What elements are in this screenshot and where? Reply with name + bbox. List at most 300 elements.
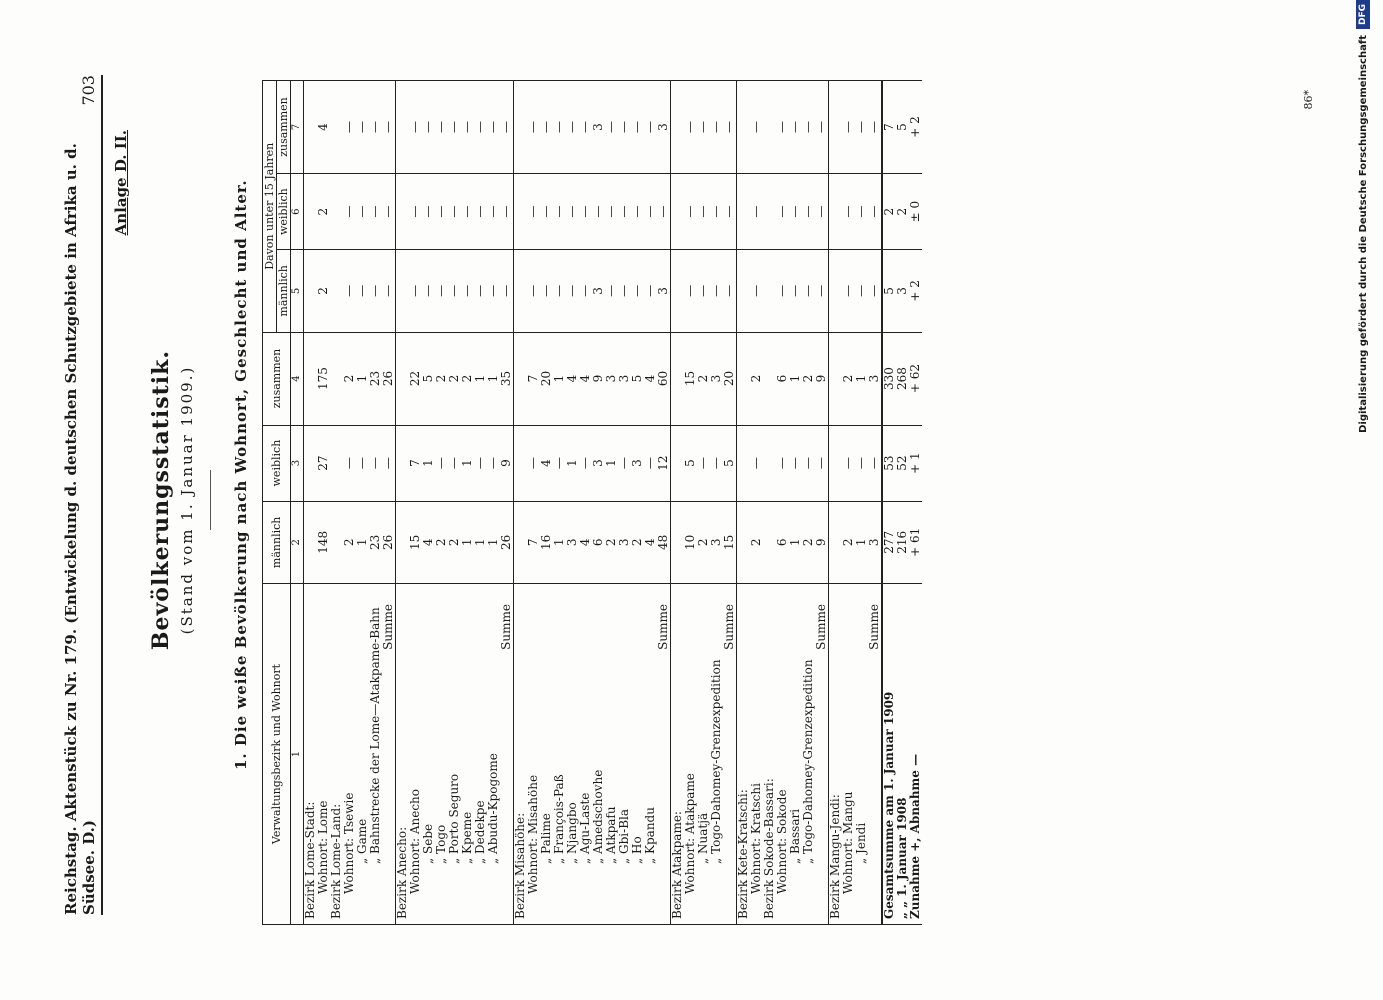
row-district-label: Bezirk Kete-Kratschi: [737, 584, 751, 925]
row-place-label: „ Gbi-Bla [618, 584, 631, 925]
row-value-cell: — [435, 250, 448, 332]
row-value-cell: 2 [343, 332, 356, 425]
row-value-cell: — [618, 174, 631, 250]
section-heading: 1. Die weiße Bevölkerung nach Wohnort, Geschlecht und Alter. [232, 179, 250, 770]
row-district-label: Bezirk Mangu-Jendi: [829, 584, 843, 925]
table-row [657, 81, 671, 925]
row-value-cell: 3 [896, 250, 909, 332]
col-number: 6 [291, 174, 304, 250]
row-sum-label: Summe [382, 584, 396, 925]
row-value-cell [829, 174, 843, 250]
row-value-cell: — [855, 425, 868, 501]
row-value-cell: — [750, 81, 763, 174]
row-value-cell: 2 [448, 332, 461, 425]
row-value-cell: — [540, 174, 553, 250]
row-value-cell: — [579, 81, 592, 174]
row-value-cell: — [500, 174, 514, 250]
table-row [396, 81, 410, 925]
row-value-cell: 1 [487, 501, 500, 583]
row-value-cell: 20 [723, 332, 737, 425]
row-value-cell: 22 [409, 332, 422, 425]
row-place-label: „ Atkpafu [605, 584, 618, 925]
row-value-cell: — [487, 81, 500, 174]
row-value-cell: — [382, 174, 396, 250]
row-value-cell: — [527, 174, 540, 250]
table-row [829, 81, 843, 925]
row-value-cell: 2 [461, 332, 474, 425]
row-value-cell: — [815, 425, 829, 501]
row-value-cell: 3 [618, 501, 631, 583]
row-value-cell [671, 332, 685, 425]
row-place-label: Wohnort: Lome [317, 584, 330, 925]
row-value-cell: — [868, 425, 882, 501]
row-value-cell: 148 [317, 501, 330, 583]
title-divider [210, 470, 211, 530]
row-value-cell: — [461, 174, 474, 250]
row-value-cell: + 1 [909, 425, 922, 501]
row-value-cell: 1 [855, 501, 868, 583]
row-value-cell: — [343, 81, 356, 174]
row-value-cell: — [500, 250, 514, 332]
row-value-cell: — [487, 174, 500, 250]
row-value-cell [396, 250, 410, 332]
row-place-label: Gesamtsumme am 1. Januar 1909 [882, 584, 896, 925]
row-value-cell: — [776, 425, 789, 501]
row-value-cell: 3 [618, 332, 631, 425]
row-sum-label: Summe [657, 584, 671, 925]
row-value-cell: 2 [317, 250, 330, 332]
row-value-cell: 4 [579, 501, 592, 583]
row-value-cell: 3 [592, 425, 605, 501]
row-place-label: Wohnort: Misahöhe [527, 584, 540, 925]
row-value-cell: — [697, 174, 710, 250]
row-value-cell: — [540, 81, 553, 174]
row-value-cell: — [684, 174, 697, 250]
row-value-cell: — [776, 250, 789, 332]
col-number: 7 [291, 81, 304, 174]
row-value-cell: — [553, 174, 566, 250]
row-value-cell: 5 [896, 81, 909, 174]
row-value-cell: — [369, 250, 382, 332]
table-body [304, 81, 923, 925]
row-value-cell: 1 [605, 425, 618, 501]
row-value-cell: — [697, 81, 710, 174]
row-value-cell [304, 332, 318, 425]
row-value-cell: — [422, 174, 435, 250]
row-value-cell: 4 [644, 501, 657, 583]
row-value-cell: — [566, 81, 579, 174]
row-value-cell: 3 [868, 332, 882, 425]
row-value-cell [304, 250, 318, 332]
row-value-cell: — [553, 250, 566, 332]
row-value-cell: 26 [500, 501, 514, 583]
row-sum-label: Summe [500, 584, 514, 925]
row-value-cell [514, 501, 528, 583]
row-value-cell: — [697, 425, 710, 501]
row-place-label: „ Togo [435, 584, 448, 925]
row-place-label: „ Bassari [789, 584, 802, 925]
row-value-cell: 2 [317, 174, 330, 250]
row-value-cell [514, 81, 528, 174]
row-value-cell [829, 250, 843, 332]
row-value-cell: — [657, 174, 671, 250]
digitization-credit [1356, 0, 1370, 640]
row-place-label: „ „ 1. Januar 1908 [896, 584, 909, 925]
row-value-cell [304, 81, 318, 174]
col-number: 3 [291, 425, 304, 501]
col-header-total: zusammen [263, 332, 291, 425]
row-value-cell: — [579, 425, 592, 501]
table-row [671, 81, 685, 925]
row-value-cell: — [618, 81, 631, 174]
row-value-cell: — [356, 425, 369, 501]
row-sum-label: Summe [723, 584, 737, 925]
row-value-cell: — [356, 174, 369, 250]
row-value-cell [671, 501, 685, 583]
row-value-cell: — [369, 174, 382, 250]
row-sum-label: Summe [868, 584, 882, 925]
row-district-label: Bezirk Lome-Stadt: [304, 584, 318, 925]
row-place-label: „ François-Paß [553, 584, 566, 925]
row-value-cell: — [566, 174, 579, 250]
row-value-cell: — [842, 250, 855, 332]
row-value-cell: — [815, 81, 829, 174]
row-value-cell: — [710, 250, 723, 332]
annex-label: Anlage D. II. [112, 130, 130, 236]
row-value-cell: — [487, 250, 500, 332]
row-value-cell: 3 [592, 250, 605, 332]
row-value-cell: — [644, 425, 657, 501]
row-value-cell: 1 [422, 425, 435, 501]
row-value-cell [396, 332, 410, 425]
row-value-cell: — [644, 81, 657, 174]
row-value-cell: — [474, 81, 487, 174]
row-value-cell: 2 [896, 174, 909, 250]
row-value-cell: — [461, 250, 474, 332]
row-value-cell: — [802, 174, 815, 250]
row-value-cell: — [868, 174, 882, 250]
row-place-label: Wohnort: Sokode [776, 584, 789, 925]
row-value-cell: 3 [605, 332, 618, 425]
row-value-cell: — [855, 250, 868, 332]
row-value-cell: 2 [842, 332, 855, 425]
row-value-cell: 15 [409, 501, 422, 583]
table-row [723, 81, 737, 925]
row-value-cell: — [855, 81, 868, 174]
row-place-label: Wohnort: Kratschi [750, 584, 763, 925]
row-value-cell: — [343, 174, 356, 250]
row-value-cell [737, 174, 751, 250]
col-number: 1 [291, 584, 304, 925]
row-value-cell: + 62 [909, 332, 922, 425]
row-value-cell: — [631, 81, 644, 174]
row-value-cell: 2 [435, 501, 448, 583]
row-value-cell: 268 [896, 332, 909, 425]
row-value-cell: 1 [553, 332, 566, 425]
row-value-cell: 26 [382, 501, 396, 583]
row-value-cell: — [409, 81, 422, 174]
table-row [909, 81, 922, 925]
table-row [868, 81, 882, 925]
row-value-cell: 4 [317, 81, 330, 174]
row-value-cell [737, 250, 751, 332]
row-value-cell: 2 [448, 501, 461, 583]
row-district-label: Bezirk Sokode-Bassari: [763, 584, 776, 925]
row-value-cell: — [474, 425, 487, 501]
row-value-cell: 1 [461, 501, 474, 583]
col-number: 5 [291, 250, 304, 332]
row-value-cell: — [605, 81, 618, 174]
row-value-cell: — [776, 174, 789, 250]
row-value-cell: — [369, 425, 382, 501]
row-value-cell [514, 425, 528, 501]
col-header-under15: Davon unter 15 Jahren [263, 81, 277, 333]
row-value-cell [737, 425, 751, 501]
row-value-cell: — [631, 174, 644, 250]
row-place-label: „ Game [356, 584, 369, 925]
row-value-cell: — [382, 81, 396, 174]
row-district-label: Bezirk Anecho: [396, 584, 410, 925]
row-value-cell: — [789, 81, 802, 174]
row-value-cell: 1 [356, 501, 369, 583]
row-value-cell: 2 [697, 501, 710, 583]
row-value-cell: — [448, 174, 461, 250]
row-place-label: „ Ho [631, 584, 644, 925]
row-value-cell: 48 [657, 501, 671, 583]
row-value-cell: — [422, 81, 435, 174]
row-value-cell [737, 501, 751, 583]
row-value-cell: 2 [631, 501, 644, 583]
row-value-cell: 277 [882, 501, 896, 583]
row-value-cell: 4 [566, 332, 579, 425]
col-header-under15-female: weiblich [277, 174, 291, 250]
row-value-cell: — [553, 425, 566, 501]
row-value-cell: 3 [710, 332, 723, 425]
row-value-cell: ± 0 [909, 174, 922, 250]
table-row [382, 81, 396, 925]
table-row [304, 81, 318, 925]
row-place-label: „ Agu-Laste [579, 584, 592, 925]
row-value-cell: 3 [631, 425, 644, 501]
row-value-cell: 2 [882, 174, 896, 250]
row-value-cell: 7 [882, 81, 896, 174]
row-value-cell: — [750, 425, 763, 501]
row-value-cell: 1 [855, 332, 868, 425]
row-value-cell: 2 [697, 332, 710, 425]
col-number: 2 [291, 501, 304, 583]
row-place-label: „ Bahnstrecke der Lome—Atakpame-Bahn [369, 584, 382, 925]
row-value-cell: 7 [527, 332, 540, 425]
row-place-label: Wohnort: Anecho [409, 584, 422, 925]
row-value-cell: 1 [487, 332, 500, 425]
row-place-label: „ Jendi [855, 584, 868, 925]
row-value-cell [671, 174, 685, 250]
row-value-cell: — [644, 174, 657, 250]
row-value-cell: — [527, 425, 540, 501]
row-value-cell: — [750, 250, 763, 332]
row-place-label: Wohnort: Tsewie [343, 584, 356, 925]
row-value-cell: — [776, 81, 789, 174]
row-value-cell: + 2 [909, 81, 922, 174]
row-value-cell [737, 332, 751, 425]
row-value-cell [396, 425, 410, 501]
table-row [815, 81, 829, 925]
row-value-cell: — [343, 425, 356, 501]
col-header-admin: Verwaltungsbezirk und Wohnort [263, 584, 291, 925]
row-value-cell: — [382, 250, 396, 332]
row-value-cell: — [723, 250, 737, 332]
table-row [514, 81, 528, 925]
row-value-cell: 9 [815, 501, 829, 583]
row-value-cell: 7 [409, 425, 422, 501]
row-place-label: Zunahme +, Abnahme — [909, 584, 922, 925]
col-number: 4 [291, 332, 304, 425]
row-value-cell: — [461, 81, 474, 174]
row-place-label: „ Amedschovhe [592, 584, 605, 925]
row-place-label: „ Abudu-Kpogome [487, 584, 500, 925]
col-header-under15-male: männlich [277, 250, 291, 332]
row-value-cell: — [474, 174, 487, 250]
row-value-cell: 3 [657, 81, 671, 174]
row-value-cell [671, 81, 685, 174]
row-value-cell: 20 [540, 332, 553, 425]
row-value-cell: — [723, 81, 737, 174]
row-district-label: Bezirk Misahöhe: [514, 584, 528, 925]
row-place-label: „ Kpeme [461, 584, 474, 925]
row-value-cell: — [382, 425, 396, 501]
row-value-cell: 175 [317, 332, 330, 425]
running-header [62, 75, 103, 915]
row-value-cell: — [448, 250, 461, 332]
row-value-cell: 9 [592, 332, 605, 425]
row-value-cell: 23 [369, 332, 382, 425]
row-value-cell: 16 [540, 501, 553, 583]
table-row [882, 81, 896, 925]
row-value-cell: — [435, 81, 448, 174]
row-value-cell: — [723, 174, 737, 250]
page-footnote: 86* [1302, 90, 1315, 110]
row-value-cell: — [868, 250, 882, 332]
row-value-cell: 1 [789, 501, 802, 583]
row-value-cell: — [842, 81, 855, 174]
row-value-cell: 26 [382, 332, 396, 425]
row-value-cell: 15 [684, 332, 697, 425]
row-value-cell: 1 [566, 425, 579, 501]
row-value-cell: — [448, 81, 461, 174]
row-value-cell: 15 [723, 501, 737, 583]
row-value-cell: 2 [605, 501, 618, 583]
row-value-cell: — [592, 174, 605, 250]
row-value-cell: 6 [776, 332, 789, 425]
row-value-cell: — [566, 250, 579, 332]
row-value-cell: — [710, 174, 723, 250]
row-value-cell: 2 [750, 501, 763, 583]
row-value-cell [829, 501, 843, 583]
row-value-cell: 3 [868, 501, 882, 583]
row-value-cell [514, 250, 528, 332]
row-value-cell: 2 [435, 332, 448, 425]
row-place-label: „ Sebe [422, 584, 435, 925]
col-header-under15-total: zusammen [277, 81, 291, 174]
row-value-cell: 10 [684, 501, 697, 583]
row-value-cell: — [815, 174, 829, 250]
row-value-cell: — [409, 174, 422, 250]
row-value-cell [304, 174, 318, 250]
population-table [262, 80, 922, 925]
row-value-cell: 52 [896, 425, 909, 501]
row-value-cell: 1 [474, 332, 487, 425]
row-value-cell [671, 425, 685, 501]
row-value-cell: 2 [802, 501, 815, 583]
row-value-cell: + 61 [909, 501, 922, 583]
row-value-cell: — [527, 250, 540, 332]
row-value-cell: 1 [461, 425, 474, 501]
row-place-label: „ Dedekpe [474, 584, 487, 925]
row-place-label: „ Nuatjä [697, 584, 710, 925]
table-row [737, 81, 751, 925]
row-place-label: Wohnort: Atakpame [684, 584, 697, 925]
page-number: 703 [79, 75, 98, 106]
row-value-cell: — [789, 425, 802, 501]
row-value-cell: 4 [422, 501, 435, 583]
row-value-cell: 5 [684, 425, 697, 501]
row-value-cell: — [474, 250, 487, 332]
row-value-cell: — [369, 81, 382, 174]
row-value-cell: — [842, 425, 855, 501]
col-header-male: männlich [263, 501, 291, 583]
credit-text: Digitalisierung gefördert durch die Deutsche Forschungsgemeinschaft [1357, 35, 1369, 433]
row-value-cell: — [802, 81, 815, 174]
row-value-cell: — [644, 250, 657, 332]
row-value-cell: — [579, 174, 592, 250]
row-value-cell: 2 [750, 332, 763, 425]
row-value-cell [737, 81, 751, 174]
row-district-label: Bezirk Atakpame: [671, 584, 685, 925]
row-value-cell: 216 [896, 501, 909, 583]
row-value-cell: 6 [592, 501, 605, 583]
row-value-cell: — [356, 250, 369, 332]
row-value-cell: — [789, 250, 802, 332]
row-value-cell: — [527, 81, 540, 174]
row-value-cell: — [697, 250, 710, 332]
row-value-cell: — [605, 250, 618, 332]
row-value-cell: 7 [527, 501, 540, 583]
row-value-cell: 3 [592, 81, 605, 174]
row-value-cell: — [579, 250, 592, 332]
row-value-cell: — [789, 174, 802, 250]
row-value-cell: — [631, 250, 644, 332]
row-value-cell: 9 [815, 332, 829, 425]
row-value-cell: 1 [474, 501, 487, 583]
row-value-cell: 9 [500, 425, 514, 501]
row-place-label: „ Palime [540, 584, 553, 925]
row-value-cell: — [448, 425, 461, 501]
row-place-label: „ Togo-Dahomey-Grenzexpedition [710, 584, 723, 925]
row-value-cell: — [710, 425, 723, 501]
row-value-cell: 3 [566, 501, 579, 583]
row-value-cell: 4 [579, 332, 592, 425]
col-header-female: weiblich [263, 425, 291, 501]
row-value-cell: — [605, 174, 618, 250]
row-value-cell: — [618, 250, 631, 332]
row-value-cell [304, 501, 318, 583]
row-value-cell: — [815, 250, 829, 332]
row-value-cell: — [540, 250, 553, 332]
row-value-cell: — [855, 174, 868, 250]
dfg-logo: DFG [1356, 0, 1370, 29]
row-value-cell: 60 [657, 332, 671, 425]
row-value-cell: 330 [882, 332, 896, 425]
